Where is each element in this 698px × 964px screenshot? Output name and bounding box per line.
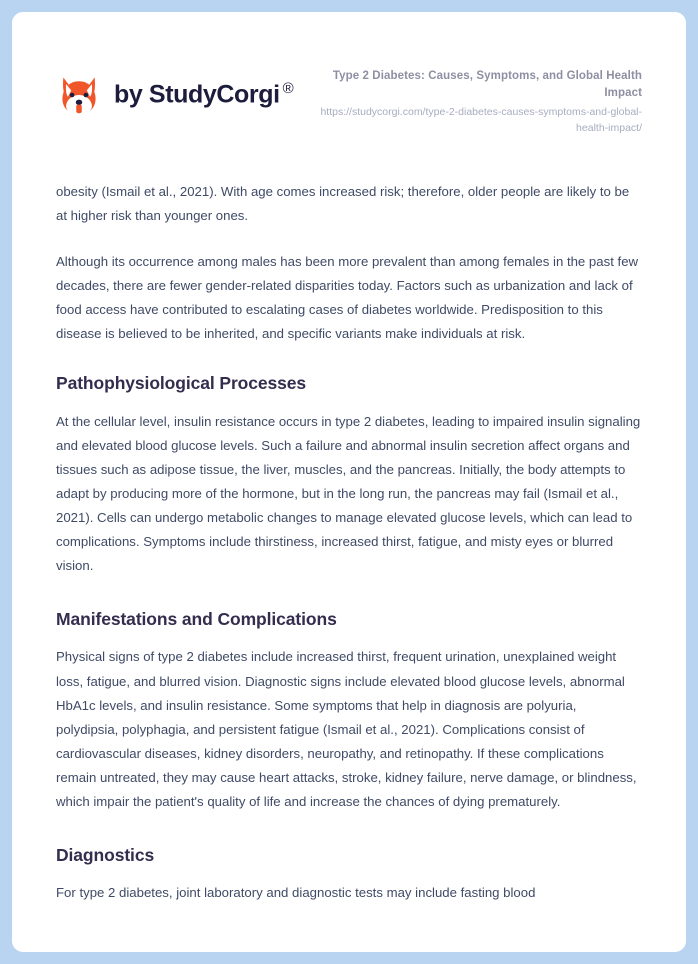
brand-name-label: by StudyCorgi bbox=[114, 80, 280, 109]
section-heading: Diagnostics bbox=[56, 844, 155, 865]
corgi-head-icon bbox=[56, 72, 102, 118]
document-title: Type 2 Diabetes: Causes, Symptoms, and Global Health Impact bbox=[332, 70, 642, 99]
document-header bbox=[12, 12, 686, 136]
document-body bbox=[12, 180, 686, 906]
body-paragraph: At the cellular level, insulin resistance occurs in type 2 diabetes, leading to impaired insulin signaling and elevated blood glucose levels. Such a failure and abnormal insulin secretion affect organs and tissues such as adipose tissue, the liver, muscles, and the pancreas. Initially, the body attempts to adapt by producing more of the hormone, but in the long run, the pancreas may fail (Ismail et al., 2021). Cells can undergo metabolic changes to manage elevated glucose levels, which can lead to complications. Symptoms include thirstiness, increased thirst, fatigue, and misty eyes or blurred vision. bbox=[56, 413, 641, 573]
document-page bbox=[12, 12, 686, 952]
brand-name bbox=[114, 80, 293, 109]
body-paragraph: For type 2 diabetes, joint laboratory and diagnostic tests may include fasting blood bbox=[56, 885, 536, 901]
document-meta bbox=[297, 64, 642, 136]
registered-trademark-icon: ® bbox=[282, 80, 294, 98]
brand-logo-group bbox=[56, 72, 293, 118]
section-heading: Pathophysiological Processes bbox=[56, 372, 307, 393]
body-paragraph: Physical signs of type 2 diabetes include increased thirst, frequent urination, unexplained weight loss, fatigue, and blurred vision. Diagnostic signs include elevated blood glucose levels, abnormal HbA1c levels, and insulin resistance. Some symptoms that help in diagnosis are polyuria, polydipsia, polyphagia, and persistent fatigue (Ismail et al., 2021). Complications consist of cardiovascular diseases, kidney disorders, neuropathy, and retinopathy. If these complications remain untreated, they may cause heart attacks, stroke, kidney failure, nerve damage, or blindness, which impair the patient's quality of life and increase the chances of dying prematurely. bbox=[56, 649, 637, 809]
body-paragraph: obesity (Ismail et al., 2021). With age comes increased risk; therefore, older people are likely to be at higher risk than younger ones. bbox=[56, 183, 630, 223]
document-url[interactable]: https://studycorgi.com/type-2-diabetes-causes-symptoms-and-global-health-impact/ bbox=[320, 106, 642, 134]
section-heading: Manifestations and Complications bbox=[56, 608, 337, 629]
body-paragraph: Although its occurrence among males has been more prevalent than among females in the past few decades, there are fewer gender-related disparities today. Factors such as urbanization and lack of food access have contributed to escalating cases of diabetes worldwide. Predisposition to this disease is believed to be inherited, and specific variants make individuals at risk. bbox=[56, 253, 639, 341]
